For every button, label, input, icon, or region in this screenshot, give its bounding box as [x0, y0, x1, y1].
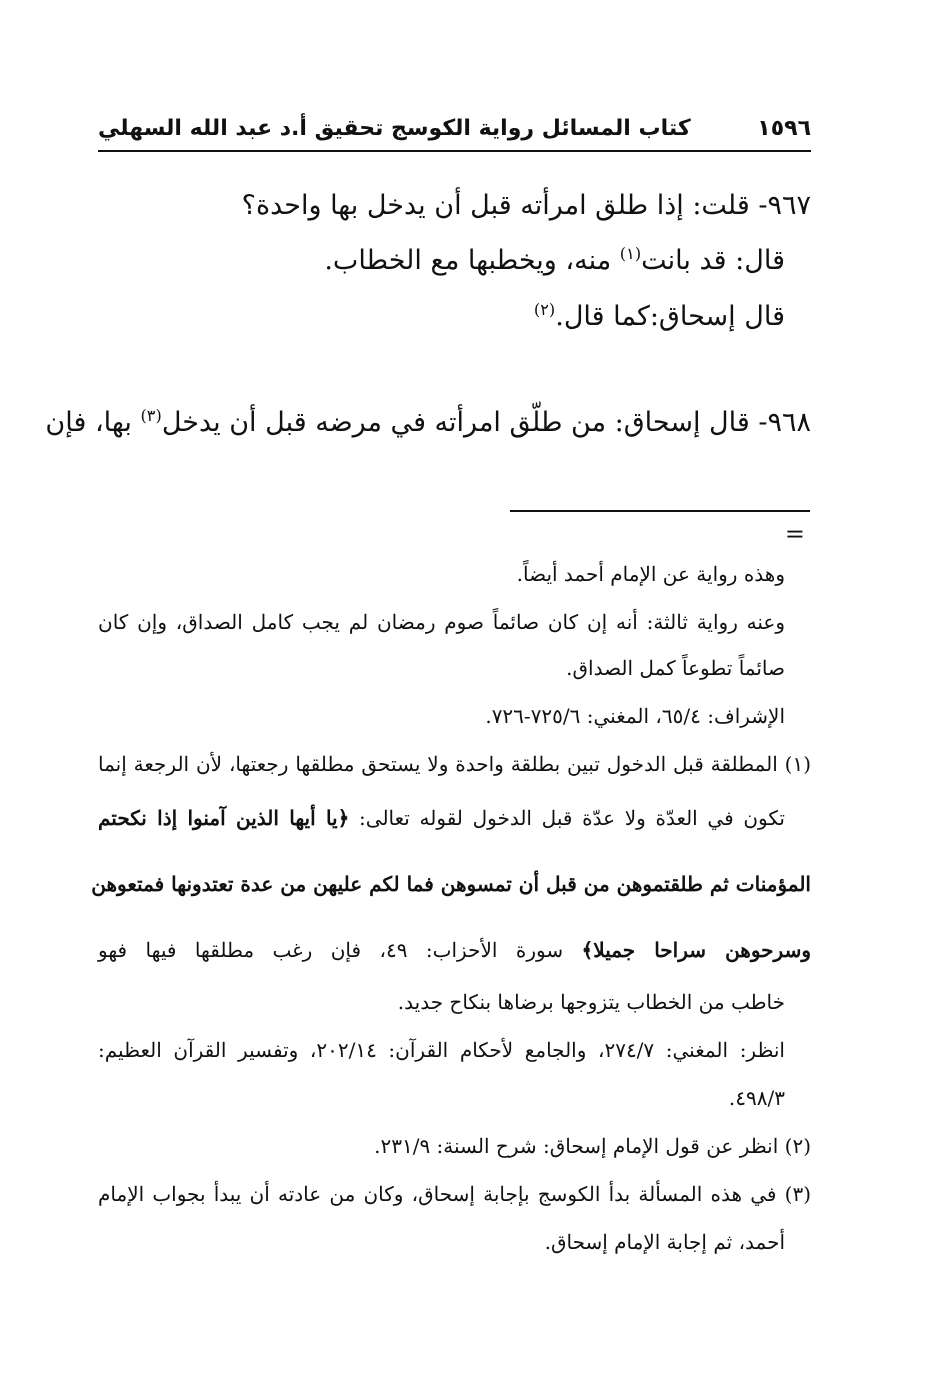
header-rule [98, 150, 811, 152]
footnote-line: وهذه رواية عن الإمام أحمد أيضاً. [516, 562, 785, 586]
footnote-1: (١) المطلقة قبل الدخول تبين بطلقة واحدة ولا يستحق مطلقها رجعتها، لأن الرجعة إنما [98, 752, 811, 776]
footnote-continued-mark: = [784, 520, 805, 548]
footnote-3: (٣) في هذه المسألة بدأ الكوسج بإجابة إسحاق، وكان من عادته أن يبدأ بجواب الإمام [98, 1182, 812, 1206]
page-number: ١٥٩٦ [757, 115, 811, 141]
page-header [98, 108, 811, 148]
quran-verse: ﴿يا أيها الذين آمنوا إذا نكحتم [98, 806, 350, 830]
issue-967-answer-ahmad: قال: قد بانت$^{(١)}$ منه، ويخطبها مع الخطاب. [324, 244, 785, 276]
footnote-line: صائماً تطوعاً كمل الصداق. [566, 656, 785, 680]
footnote-separator [510, 510, 810, 512]
footnote-line: تكون في العدّة ولا عدّة قبل الدخول لقوله تعالى: ﴿يا أيها الذين آمنوا إذا نكحتم [98, 806, 785, 830]
footnote-2: (٢) انظر عن قول الإمام إسحاق: شرح السنة: ٢٣١/٩. [374, 1134, 811, 1158]
footnote-line: وسرحوهن سراحا جميلا﴾ سورة الأحزاب: ٤٩، فإن رغب مطلقها فيها فهو [98, 938, 811, 962]
issue-967-answer-ishaq: قال إسحاق:كما قال.$^{(٢)}$ [533, 300, 785, 332]
issue-968-text: ٩٦٨- قال إسحاق: من طلّق امرأته في مرضه قبل أن يدخل$^{(٣)}$ بها، فإن [45, 406, 811, 438]
issue-967-question: ٩٦٧- قلت: إذا طلق امرأته قبل أن يدخل بها واحدة؟ [241, 190, 811, 221]
footnote-ref-1[interactable]: (١) [619, 244, 642, 263]
footnote-ref-3[interactable]: (٣) [140, 406, 162, 425]
footnote-line: أحمد، ثم إجابة الإمام إسحاق. [544, 1230, 785, 1254]
footnote-line: انظر: المغني: ٢٧٤/٧، والجامع لأحكام القرآن: ٢٠٢/١٤، وتفسير القرآن العظيم: [98, 1038, 785, 1062]
footnote-line: وعنه رواية ثالثة: أنه إن كان صائماً صوم رمضان لم يجب كامل الصداق، وإن كان [98, 610, 785, 634]
footnote-line: ٤٩٨/٣. [728, 1086, 785, 1110]
footnote-line: خاطب من الخطاب يتزوجها برضاها بنكاح جديد. [397, 990, 785, 1014]
quran-verse: وسرحوهن سراحا جميلا﴾ [581, 938, 811, 962]
footnote-line: الإشراف: ٦٥/٤، المغني: ٧٢٥/٦-٧٢٦. [485, 704, 785, 728]
footnote-ref-2[interactable]: (٢) [533, 300, 556, 319]
quran-verse: المؤمنات ثم طلقتموهن من قبل أن تمسوهن فما لكم عليهن من عدة تعتدونها فمتعوهن [91, 872, 811, 896]
running-title: كتاب المسائل رواية الكوسج تحقيق أ.د عبد الله السهلي [98, 115, 691, 141]
